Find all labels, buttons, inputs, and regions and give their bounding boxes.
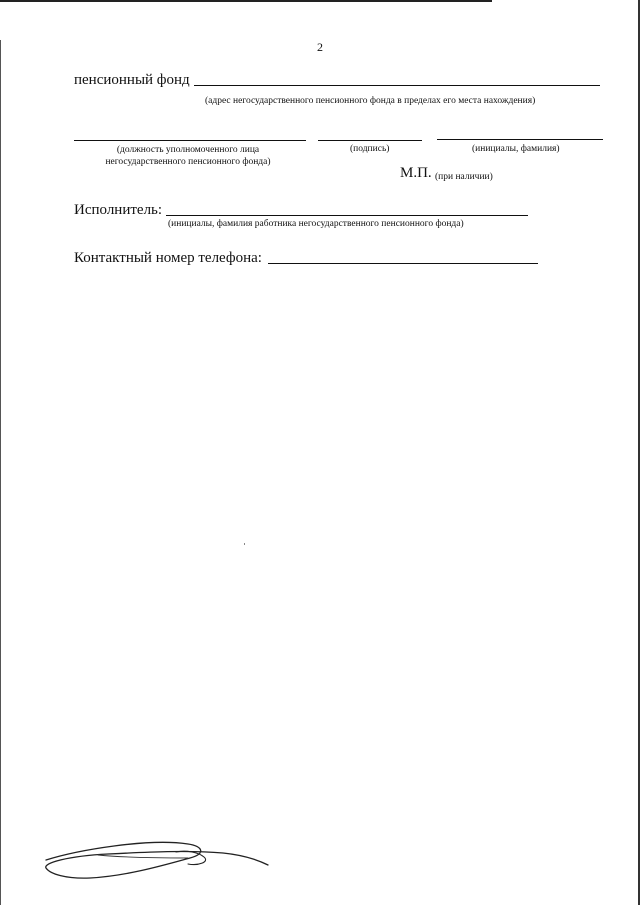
position-caption-line2: негосударственного пенсионного фонда)	[105, 157, 271, 167]
executor-field[interactable]	[166, 215, 528, 216]
handwritten-signature	[38, 828, 278, 888]
position-caption-line1: (должность уполномоченного лица	[116, 145, 260, 155]
scan-edge-left	[0, 40, 1, 905]
pension-fund-address-field[interactable]	[194, 85, 600, 86]
executor-caption: (инициалы, фамилия работника негосударственного пенсионного фонда)	[168, 219, 464, 229]
executor-label: Исполнитель:	[74, 202, 163, 218]
stamp-note: (при наличии)	[435, 172, 493, 182]
pension-fund-address-caption: (адрес негосударственного пенсионного фонда в пределах его места нахождения)	[205, 96, 536, 106]
initials-caption: (инициалы, фамилия)	[472, 144, 560, 154]
scan-speck	[244, 543, 245, 545]
signature-caption: (подпись)	[350, 144, 390, 154]
position-field[interactable]	[74, 140, 306, 141]
signature-field[interactable]	[318, 140, 422, 141]
stamp-label: М.П.	[400, 165, 432, 181]
contact-phone-field[interactable]	[268, 263, 538, 264]
contact-phone-label: Контактный номер телефона:	[74, 250, 262, 266]
page-number: 2	[317, 40, 323, 54]
pension-fund-label: пенсионный фонд	[74, 72, 190, 88]
initials-field[interactable]	[437, 139, 603, 140]
scan-edge-top	[0, 0, 492, 2]
